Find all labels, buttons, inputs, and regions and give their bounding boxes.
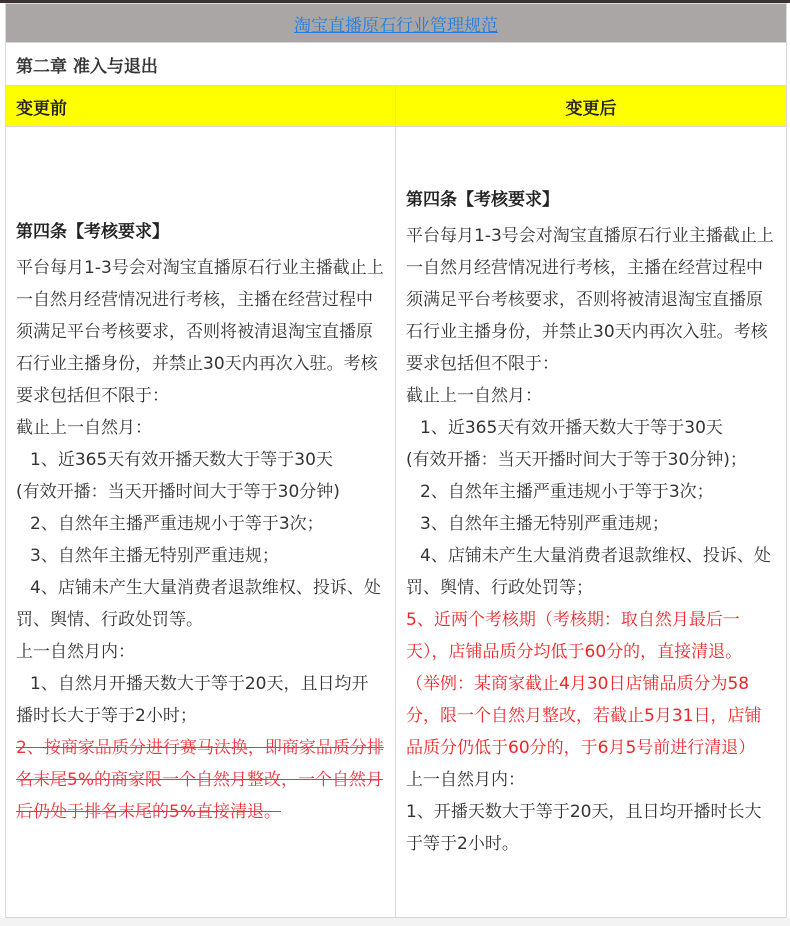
regulation-title-link[interactable]: 淘宝直播原石行业管理规范 bbox=[294, 15, 498, 36]
before-item-1-note: (有效开播：当天开播时间大于等于30分钟) bbox=[16, 482, 340, 502]
regulation-comparison-table bbox=[5, 3, 787, 918]
after-added-item-5: 5、近两个考核期（考核期：取自然月最后一天），店铺品质分均低于60分的，直接清退。 bbox=[406, 610, 743, 662]
before-item-4: 4、店铺未产生大量消费者退款维权、投诉、处罚、舆情、行政处罚等。 bbox=[16, 578, 381, 630]
before-content-cell bbox=[6, 127, 396, 918]
after-section2-label: 上一自然月内： bbox=[406, 770, 525, 790]
after-intro: 平台每月1-3号会对淘宝直播原石行业主播截止上一自然月经营情况进行考核，主播在经营过程中须满足平台考核要求，否则将被清退淘宝直播原石行业主播身份，并禁止30天内再次入驻。考核要求包括但不限于： bbox=[406, 226, 774, 374]
before-section1-label: 截止上一自然月： bbox=[16, 418, 152, 438]
before-item-1: 1、近365天有效开播天数大于等于30天 bbox=[30, 450, 333, 470]
before-month-item-1: 1、自然月开播天数大于等于20天，且日均开播时长大于等于2小时； bbox=[16, 674, 369, 726]
after-clause-title: 第四条【考核要求】 bbox=[406, 190, 559, 210]
before-column-header: 变更前 bbox=[6, 86, 396, 127]
page-bottom-edge bbox=[0, 918, 790, 926]
after-month-item-1: 1、开播天数大于等于20天，且日均开播时长大于等于2小时。 bbox=[406, 802, 762, 854]
chapter-row bbox=[6, 43, 787, 86]
before-removed-item-2: 2、按商家品质分进行赛马汰换，即商家品质分排名末尾5%的商家限一个自然月整改，一个自然月后仍处于排名末尾的5%直接清退。 bbox=[16, 738, 384, 822]
before-item-2: 2、自然年主播严重违规小于等于3次； bbox=[30, 514, 324, 534]
chapter-heading: 第二章 准入与退出 bbox=[6, 43, 787, 86]
after-column-header: 变更后 bbox=[396, 86, 787, 127]
title-row bbox=[6, 4, 787, 43]
after-item-2: 2、自然年主播严重违规小于等于3次； bbox=[420, 482, 714, 502]
before-intro: 平台每月1-3号会对淘宝直播原石行业主播截止上一自然月经营情况进行考核，主播在经营过程中须满足平台考核要求，否则将被清退淘宝直播原石行业主播身份，并禁止30天内再次入驻。考核要求包括但不限于： bbox=[16, 258, 384, 406]
after-item-3: 3、自然年主播无特别严重违规； bbox=[420, 514, 669, 534]
after-item-4: 4、店铺未产生大量消费者退款维权、投诉、处罚、舆情、行政处罚等； bbox=[406, 546, 771, 598]
after-item-1: 1、近365天有效开播天数大于等于30天 bbox=[420, 418, 723, 438]
after-added-example: （举例：某商家截止4月30日店铺品质分为58分，限一个自然月整改，若截止5月31日，店铺品质分仍低于60分的，于6月5号前进行清退） bbox=[406, 674, 762, 758]
after-section1-label: 截止上一自然月： bbox=[406, 386, 542, 406]
content-row bbox=[6, 127, 787, 918]
column-header-row bbox=[6, 86, 787, 127]
before-section2-label: 上一自然月内： bbox=[16, 642, 135, 662]
before-item-3: 3、自然年主播无特别严重违规； bbox=[30, 546, 279, 566]
before-clause-title: 第四条【考核要求】 bbox=[16, 222, 169, 242]
after-item-1-note: (有效开播：当天开播时间大于等于30分钟)； bbox=[406, 450, 747, 470]
title-cell bbox=[6, 4, 787, 43]
after-content-cell bbox=[396, 127, 787, 918]
